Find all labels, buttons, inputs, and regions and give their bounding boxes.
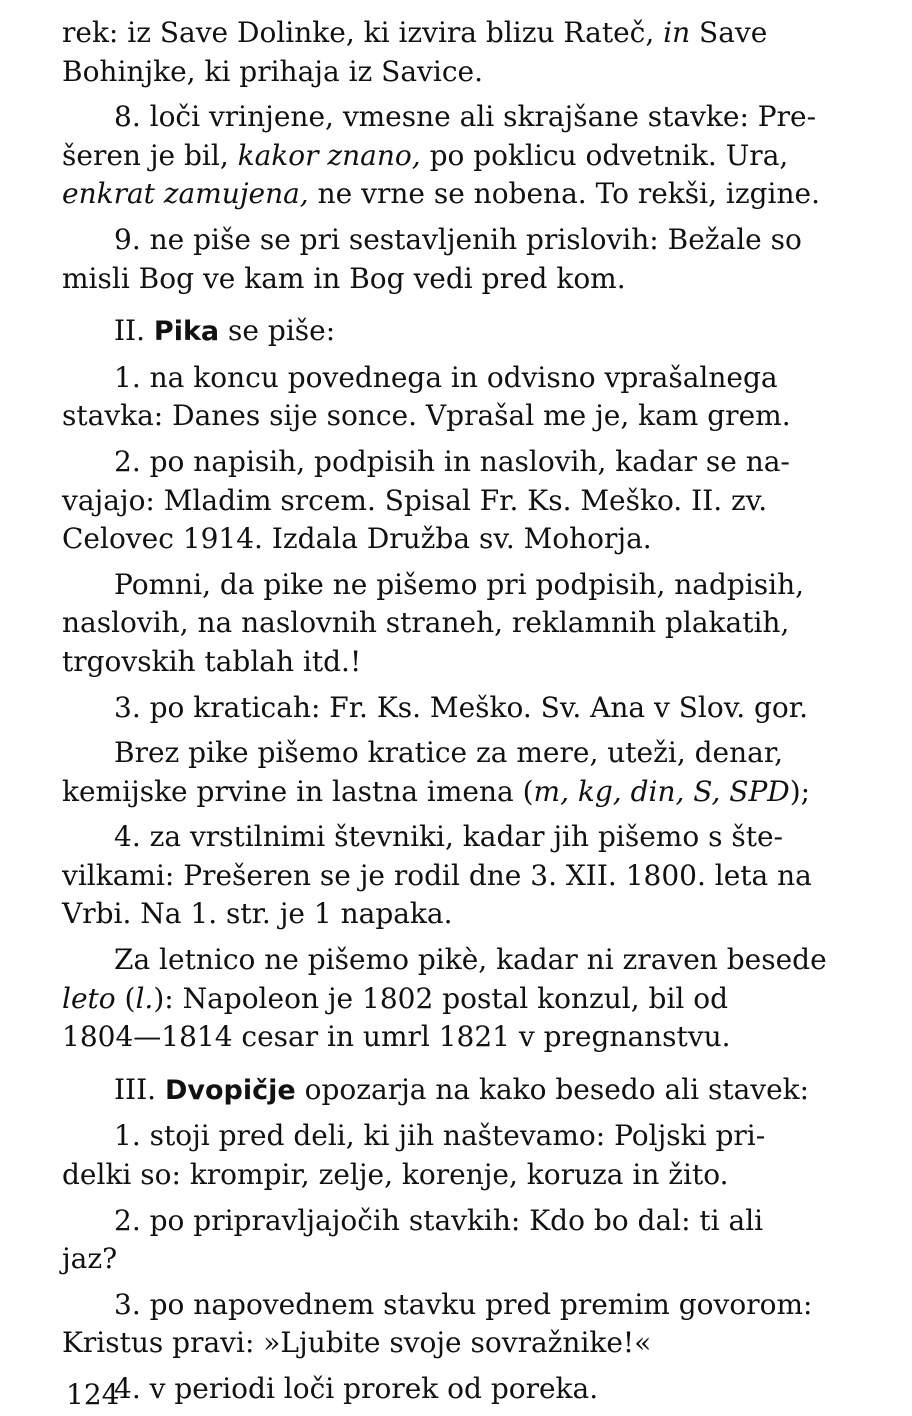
text-run: ne vrne se nobena. To rekši, izgine. [308,177,820,211]
text-line: 3. po kraticah: Fr. Ks. Meško. Sv. Ana v Slov. gor. [114,690,808,724]
text-line: Vrbi. Na 1. str. je 1 napaka. [62,897,453,931]
paragraph-pomni [62,566,850,682]
text-line: 4. v periodi loči prorek od poreka. [114,1372,599,1405]
text-run: šeren je bil, [62,138,238,172]
text-line: 3. po napovednem stavku pred premim govorom: [114,1287,813,1321]
text-run: ( [115,981,136,1015]
text-line [62,175,850,214]
text-line: 8. loči vrinjene, vmesne ali skrajšane stavke: Pre- [114,100,817,134]
text-line: 1. stoji pred deli, ki jih naštevamo: Poljski pri- [114,1119,766,1153]
paragraph-pika-1 [62,359,850,436]
section-heading-dvopicje [62,1071,850,1111]
page-number: 124 [66,1378,120,1411]
paragraph-continuation [62,14,850,91]
text-line: Bohinjke, ki prihaja iz Savice. [62,54,483,88]
italic-run: l. [135,981,154,1015]
text-line [62,137,850,176]
text-line: Pomni, da pike ne pišemo pri podpisih, nadpisih, [114,567,805,601]
text-line: Kristus pravi: »Ljubite svoje sovražnike!« [62,1326,652,1360]
paragraph-pika-4 [62,818,850,934]
section-term: Dvopičje [164,1074,296,1106]
text-line: Celovec 1914. Izdala Družba sv. Mohorja. [62,522,652,556]
italic-run: enkrat zamujena, [62,177,309,211]
text-run: kemijske prvine in lastna imena ( [62,774,534,808]
italic-run: leto [62,981,116,1015]
text-line: vilkami: Prešeren se je rodil dne 3. XII. 1800. leta na [62,858,812,892]
text-line: Za letnico ne pišemo pikè, kadar ni zraven besede [114,943,827,977]
italic-run: m, kg, din, S, SPD [533,774,790,808]
text-line: misli Bog ve kam in Bog vedi pred kom. [62,261,626,295]
text-line: vajajo: Mladim srcem. Spisal Fr. Ks. Meško. II. zv. [62,483,768,517]
text-line: stavka: Danes sije sonce. Vprašal me je, kam grem. [62,399,791,433]
paragraph-dvopicje-2 [62,1202,850,1279]
text-run: opozarja na kako besedo ali stavek: [295,1072,810,1106]
text-line [62,773,850,812]
text-run: ); [789,774,811,808]
text-run: se piše: [219,314,336,348]
text-run: Save [690,16,768,49]
section-term: Pika [153,316,220,348]
text-run: ): Napoleon je 1802 postal konzul, bil od [153,981,729,1015]
text-line: 1. na koncu povednega in odvisno vprašalnega [114,360,778,394]
italic-run: kakor znano, [237,138,421,172]
section-heading-pika [62,312,850,352]
page-body [62,14,850,1409]
paragraph-item-8 [62,98,850,214]
section-number: II. [114,314,154,348]
text-line: trgovskih tablah itd.! [62,644,362,678]
text-line [62,980,850,1019]
text-line: delki so: krompir, zelje, korenje, koruza in žito. [62,1158,729,1192]
paragraph-letnica [62,941,850,1057]
text-line: Brez pike pišemo kratice za mere, uteži, denar, [114,736,784,770]
paragraph-dvopicje-1 [62,1117,850,1194]
paragraph-pika-3 [62,689,850,728]
paragraph-kratice [62,734,850,811]
paragraph-item-9 [62,221,850,298]
paragraph-pika-2 [62,443,850,559]
paragraph-dvopicje-3 [62,1286,850,1363]
italic-run: in [663,16,691,49]
text-run: rek: iz Save Dolinke, ki izvira blizu Rateč, [62,16,664,49]
text-line: jaz? [62,1242,118,1276]
text-line: 4. za vrstilnimi števniki, kadar jih pišemo s šte- [114,820,783,854]
paragraph-dvopicje-4 [62,1370,850,1409]
text-line: 2. po napisih, podpisih in naslovih, kadar se na- [114,444,790,478]
section-number: III. [114,1072,165,1106]
text-run: po poklicu odvetnik. Ura, [420,138,789,172]
text-line: 2. po pripravljajočih stavkih: Kdo bo dal: ti ali [114,1203,764,1237]
text-line [62,14,850,53]
text-line: 9. ne piše se pri sestavljenih prislovih: Bežale so [114,222,802,256]
text-line: naslovih, na naslovnih straneh, reklamnih plakatih, [62,606,790,640]
text-line: 1804—1814 cesar in umrl 1821 v pregnanstvu. [62,1020,731,1054]
